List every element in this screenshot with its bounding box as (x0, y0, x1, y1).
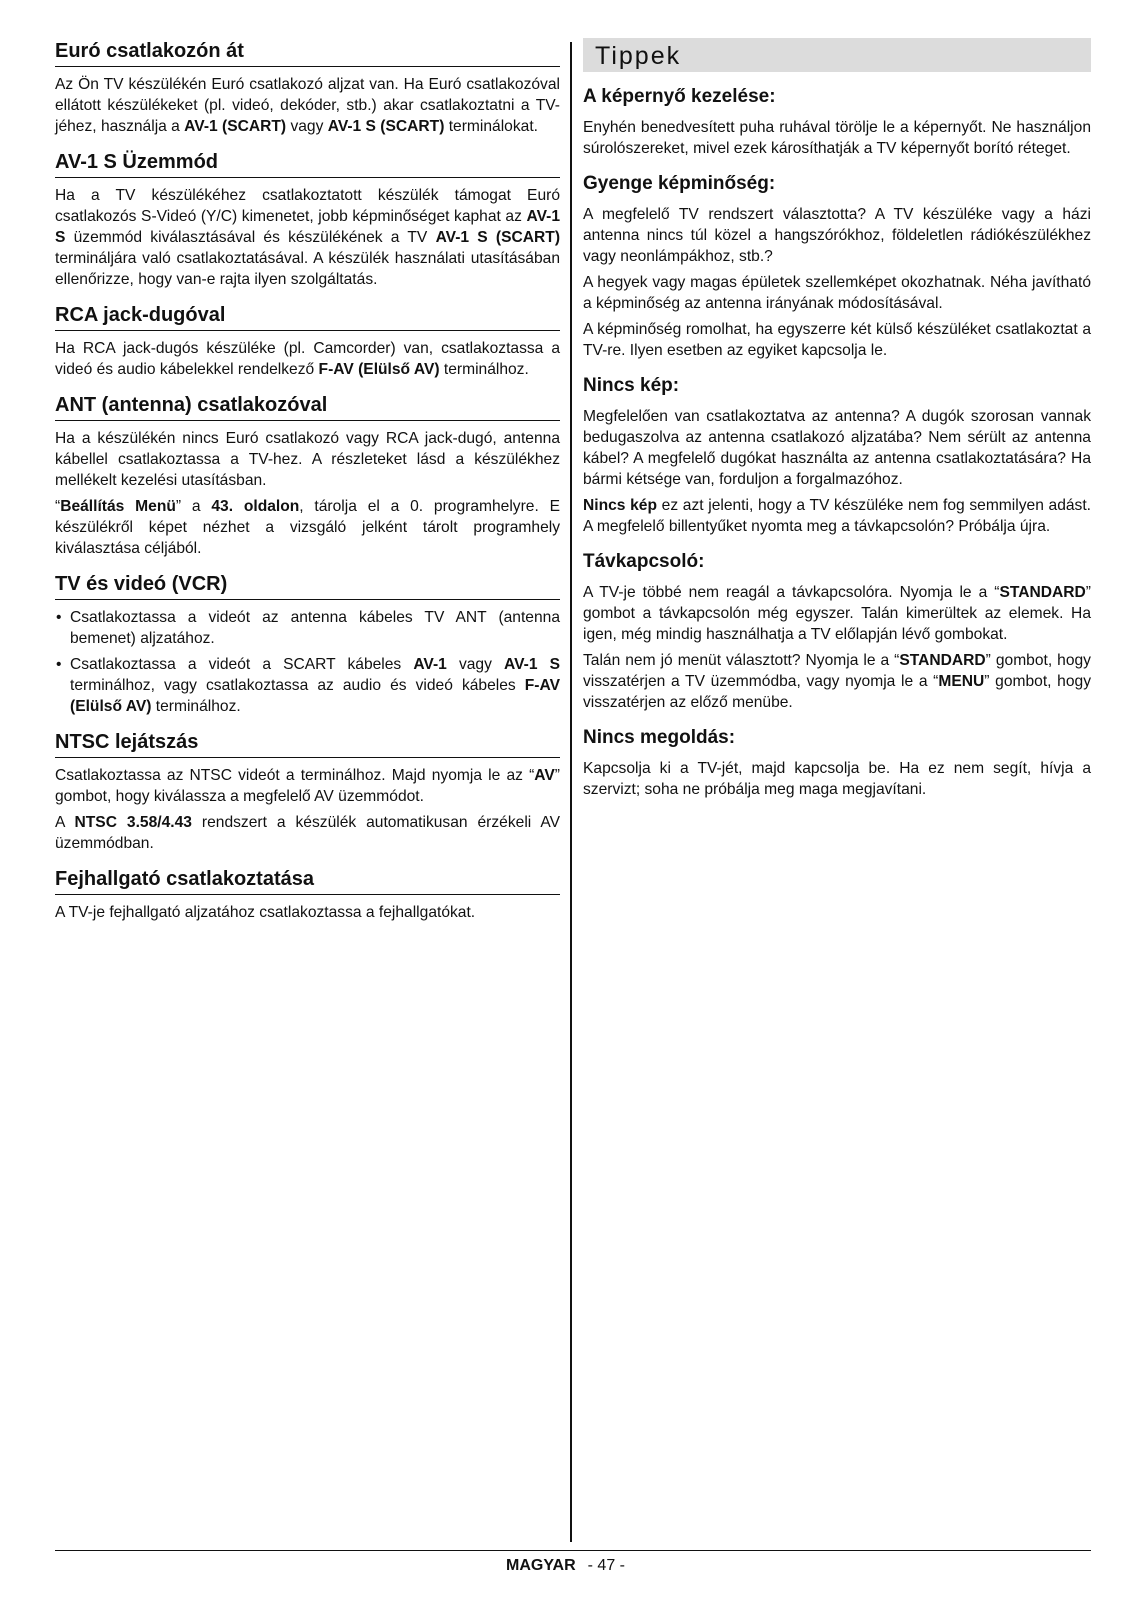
heading-screen-care: A képernyő kezelése: (583, 86, 776, 107)
paragraph: Megfelelően van csatlakoztatva az antenna? A dugók szorosan vannak bedugaszolva az antenna csatlakozó aljzatába? Nem sérült az antenna kábel? A megfelelő dugókat használta az antenna csatlakoztatására? Ha bármi kétsége van, forduljon a forgalmazóhoz. (583, 408, 1091, 488)
heading-headphone: Fejhallgató csatlakoztatása (55, 866, 560, 895)
page-footer (0, 1557, 1131, 1575)
paragraph: Enyhén benedvesített puha ruhával törölje le a képernyőt. Ne használjon súrolószereket, mivel ezek károsíthatják a TV képernyőt borító réteget. (583, 119, 1091, 157)
paragraph: Kapcsolja ki a TV-jét, majd kapcsolja be. Ha ez nem segít, hívja a szervizt; soha ne próbálja meg maga megjavítani. (583, 760, 1091, 798)
heading-remote-control: Távkapcsoló: (583, 551, 705, 572)
section-banner-tips: Tippek (583, 38, 1091, 72)
paragraph: A hegyek vagy magas épületek szellemképet okozhatnak. Néha javítható a képminőség az antenna irányának módosításával. (583, 274, 1091, 312)
paragraph: Csatlakoztassa az NTSC videót a terminálhoz. Majd nyomja le az “AV” gombot, hogy kiválassza a megfelelő AV üzemmódot. (55, 767, 560, 805)
left-column (55, 38, 560, 928)
page-number: - 47 - (587, 1557, 625, 1574)
paragraph: A megfelelő TV rendszert választotta? A TV készüléke vagy a házi antenna nincs túl közel a hangszórókhoz, földeletlen rádiókészülékhez vagy neonlámpákhoz, stb.? (583, 206, 1091, 265)
paragraph: Ha a készülékén nincs Euró csatlakozó vagy RCA jack-dugó, antenna kábellel csatlakoztassa a TV-hez. A részleteket lásd a készülékhez mellékelt kezelési utasításban. (55, 430, 560, 489)
column-divider (570, 42, 572, 1542)
heading-euro-connector: Euró csatlakozón át (55, 38, 560, 67)
heading-poor-picture: Gyenge képminőség: (583, 173, 776, 194)
list-item: • Csatlakoztassa a videót az antenna kábeles TV ANT (antenna bemenet) aljzatához. (55, 607, 560, 649)
paragraph: Ha RCA jack-dugós készüléke (pl. Camcorder) van, csatlakoztassa a videó és audio kábelekkel rendelkező F-AV (Elülső AV) terminálhoz. (55, 340, 560, 378)
footer-rule (55, 1550, 1091, 1551)
paragraph: Nincs kép ez azt jelenti, hogy a TV készüléke nem fog semmilyen adást. A megfelelő billentyűket nyomta meg a távkapcsolón? Próbálja újra. (583, 497, 1091, 535)
paragraph: “Beállítás Menü” a 43. oldalon, tárolja el a 0. programhelyre. E készülékről képet nézhet a vizsgáló jelként tárolt programhely kiválasztása céljából. (55, 498, 561, 557)
paragraph: A TV-je többé nem reagál a távkapcsolóra. Nyomja le a “STANDARD” gombot a távkapcsolón még egyszer. Talán kimerültek az elemek. Ha igen, még mindig használhatja a TV előlapján lévő gombokat. (583, 584, 1091, 643)
heading-av1s-mode: AV-1 S Üzemmód (55, 149, 560, 178)
heading-antenna-connector: ANT (antenna) csatlakozóval (55, 392, 560, 421)
paragraph: Az Ön TV készülékén Euró csatlakozó aljzat van. Ha Euró csatlakozóval ellátott készülékeket (pl. videó, dekóder, stb.) akar csatlakoztatni a TV-jéhez, használja a AV-1 (SCART) vagy AV-1 S (SCART) terminálokat. (55, 76, 560, 135)
heading-no-picture: Nincs kép: (583, 375, 680, 396)
heading-tv-vcr: TV és videó (VCR) (55, 571, 560, 600)
paragraph: A NTSC 3.58/4.43 rendszert a készülék automatikusan érzékeli AV üzemmódban. (55, 814, 560, 852)
bullet-list (55, 607, 560, 717)
heading-no-solution: Nincs megoldás: (583, 727, 736, 748)
heading-rca-jack: RCA jack-dugóval (55, 302, 560, 331)
paragraph: Ha a TV készülékéhez csatlakoztatott készülék támogat Euró csatlakozós S-Videó (Y/C) kimenetet, jobb képminőséget kaphat az AV-1 S üzemmód kiválasztásával és készülékének a TV AV-1 S (SCART) termináljára való csatlakoztatásával. A készülék használati utasításában ellenőrizze, hogy van-e rajta ilyen szolgáltatás. (55, 187, 561, 288)
heading-ntsc-playback: NTSC lejátszás (55, 729, 560, 758)
list-item: • Csatlakoztassa a videót a SCART kábeles AV-1 vagy AV-1 S terminálhoz, vagy csatlakoztassa az audio és videó kábeles F-AV (Elülső AV) terminálhoz. (55, 654, 560, 717)
footer-language: MAGYAR (506, 1557, 576, 1574)
paragraph: A képminőség romolhat, ha egyszerre két külső készüléket csatlakoztat a TV-re. Ilyen esetben az egyiket kapcsolja le. (583, 321, 1091, 359)
paragraph: Talán nem jó menüt választott? Nyomja le a “STANDARD” gombot, hogy visszatérjen a TV üzemmódba, vagy nyomja le a “MENU” gombot, hogy visszatérjen az előző menübe. (583, 652, 1091, 711)
right-column (583, 38, 1091, 805)
paragraph: A TV-je fejhallgató aljzatához csatlakoztassa a fejhallgatókat. (55, 904, 476, 921)
